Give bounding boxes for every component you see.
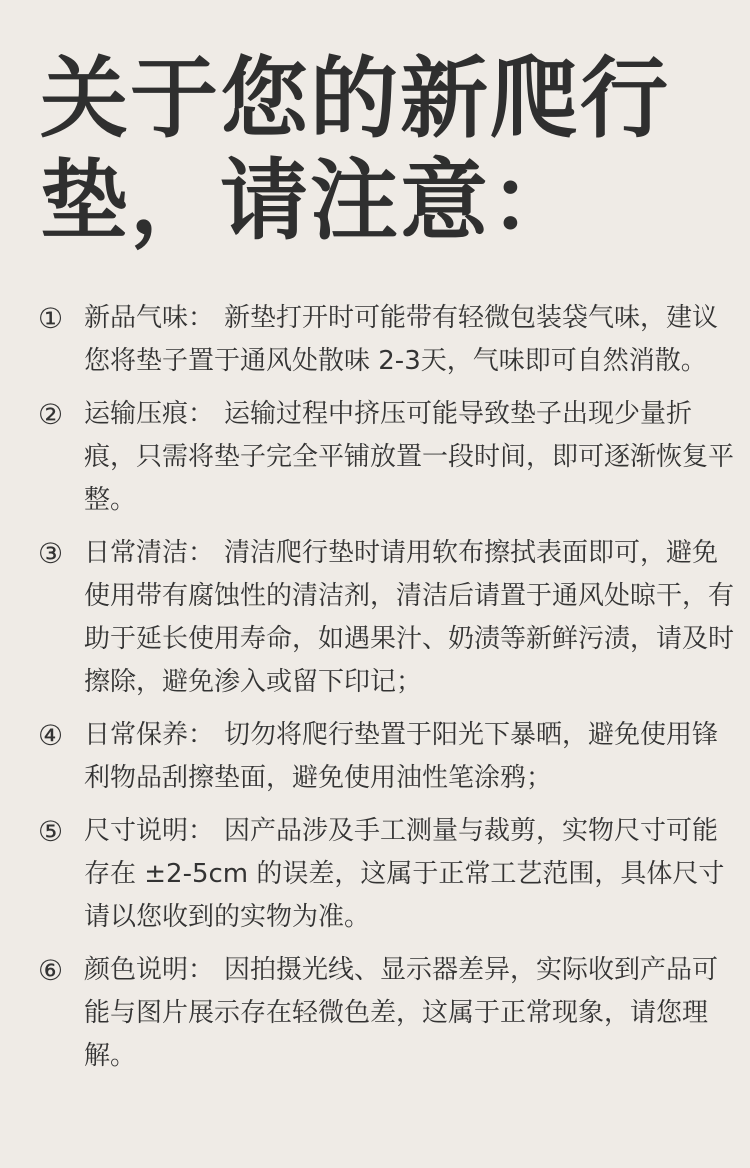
item-number-1: ① xyxy=(38,302,64,335)
notice-text: 切勿将爬行垫置于阳光下暴晒，避免使用锋利物品刮擦垫面，避免使用油性笔涂鸦； xyxy=(84,720,719,793)
notice-label: 运输压痕： xyxy=(84,399,215,429)
heading-line-1: 关于您的新爬行 xyxy=(40,47,671,150)
notice-label: 新品气味： xyxy=(84,303,215,333)
page-heading xyxy=(40,48,720,252)
notice-text: 因拍摄光线、显示器差异，实际收到产品可能与图片展示存在轻微色差，这属于正常现象，请您理解。 xyxy=(84,955,719,1071)
notice-item-daily-cleaning xyxy=(38,532,738,704)
heading-line-2: 垫，请注意： xyxy=(40,149,581,252)
notice-item-color-description xyxy=(38,949,738,1078)
notice-text: 因产品涉及手工测量与裁剪，实物尺寸可能存在 ±2-5cm 的误差，这属于正常工艺范围，具体尺寸请以您收到的实物为准。 xyxy=(84,816,725,932)
notice-text: 运输过程中挤压可能导致垫子出现少量折痕，只需将垫子完全平铺放置一段时间，即可逐渐恢复平整。 xyxy=(84,399,735,515)
item-number-2: ② xyxy=(38,398,64,431)
notice-text: 新垫打开时可能带有轻微包装袋气味，建议您将垫子置于通风处散味 2-3天，气味即可自然消散。 xyxy=(84,303,719,376)
notice-label: 颜色说明： xyxy=(84,955,215,985)
item-number-6: ⑥ xyxy=(38,954,64,987)
notice-item-daily-maintenance xyxy=(38,714,738,800)
item-number-4: ④ xyxy=(38,719,64,752)
notice-text: 清洁爬行垫时请用软布擦拭表面即可，避免使用带有腐蚀性的清洁剂，清洁后请置于通风处晾干，有助于延长使用寿命，如遇果汁、奶渍等新鲜污渍，请及时擦除，避免渗入或留下印记； xyxy=(84,538,735,697)
notice-item-size-description xyxy=(38,810,738,939)
notice-item-shipping-creases xyxy=(38,393,738,522)
notice-label: 日常清洁： xyxy=(84,538,215,568)
notice-label: 日常保养： xyxy=(84,720,215,750)
item-number-5: ⑤ xyxy=(38,815,64,848)
item-number-3: ③ xyxy=(38,537,64,570)
notice-label: 尺寸说明： xyxy=(84,816,215,846)
notice-list xyxy=(38,297,738,1078)
notice-item-new-product-smell xyxy=(38,297,738,383)
